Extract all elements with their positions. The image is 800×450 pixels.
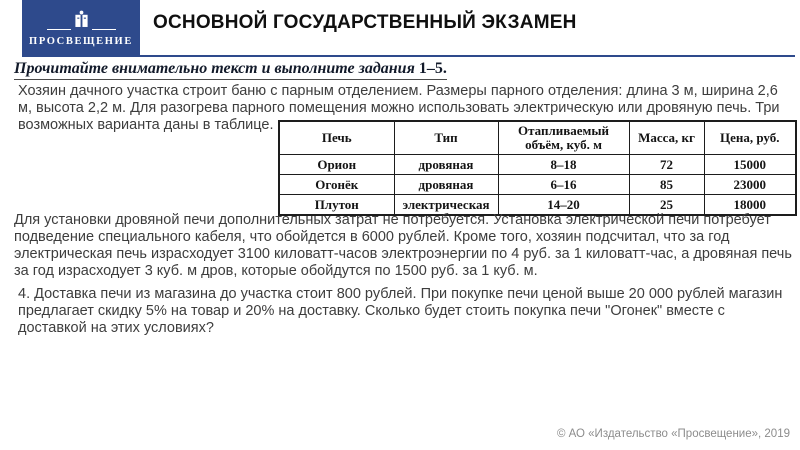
table-row: [279, 175, 796, 195]
instruction-line: [14, 60, 447, 80]
prosveshchenie-emblem-icon: [74, 10, 89, 33]
col-header-volume: Отапливаемый объём, куб. м: [498, 121, 629, 155]
cell-volume: 8–18: [498, 155, 629, 175]
table-header-row: [279, 121, 796, 155]
cell-volume: 14–20: [498, 195, 629, 216]
cell-stove-name: Орион: [279, 155, 394, 175]
instruction-text: Прочитайте внимательно текст и выполните задания: [14, 60, 419, 77]
col-header-price: Цена, руб.: [704, 121, 796, 155]
emblem-right-line: [92, 29, 116, 30]
instruction-task-range: 1–5.: [418, 60, 447, 77]
cell-price: 15000: [704, 155, 796, 175]
table-row: [279, 155, 796, 175]
cell-mass: 25: [629, 195, 704, 216]
publisher-wordmark: ПРОСВЕЩЕНИЕ: [29, 36, 133, 47]
page-title: ОСНОВНОЙ ГОСУДАРСТВЕННЫЙ ЭКЗАМЕН: [153, 12, 577, 33]
cell-type: электрическая: [394, 195, 498, 216]
cell-mass: 72: [629, 155, 704, 175]
task-question: 4. Доставка печи из магазина до участка стоит 800 рублей. При покупке печи ценой выше 20 000 рублей магазин предлагает скидку 5% на товар и 20% на доставку. Сколько будет стоить покупка печи "Огонек" вместе с доставкой на этих условиях?: [18, 286, 783, 336]
cell-price: 18000: [704, 195, 796, 216]
publisher-logo: [22, 0, 140, 57]
col-header-type: Тип: [394, 121, 498, 155]
stove-table: [278, 120, 797, 216]
cell-stove-name: Огонёк: [279, 175, 394, 195]
cell-type: дровяная: [394, 175, 498, 195]
header-divider: [22, 55, 795, 57]
cell-volume: 6–16: [498, 175, 629, 195]
cell-mass: 85: [629, 175, 704, 195]
emblem-left-line: [47, 29, 71, 30]
cell-price: 23000: [704, 175, 796, 195]
copyright-notice: © АО «Издательство «Просвещение», 2019: [556, 428, 790, 440]
cell-stove-name: Плутон: [279, 195, 394, 216]
col-header-mass: Масса, кг: [629, 121, 704, 155]
intro-paragraph: Хозяин дачного участка строит баню с парным отделением. Размеры парного отделения: длина 3 м, ширина 2,6 м, высота 2,2 м. Для разогрева парного помещения можно использовать электрическую или дровяную печь. Три возможных варианта даны в таблице.: [18, 83, 780, 133]
details-paragraph: Для установки дровяной печи дополнительных затрат не потребуется. Установка электрической печи потребует подведение специального кабеля, что обойдется в 6000 рублей. Кроме того, хозяин подсчитал, что за год электрическая печь израсходует 3100 киловатт-часов электроэнергии по 4 руб. за 1 киловатт-час, а дровяная печь за год израсходует 3 куб. м дров, которые обойдутся по 1500 руб. за 1 куб. м.: [14, 212, 792, 279]
publisher-emblem-row: [47, 10, 116, 33]
col-header-stove: Печь: [279, 121, 394, 155]
cell-type: дровяная: [394, 155, 498, 175]
